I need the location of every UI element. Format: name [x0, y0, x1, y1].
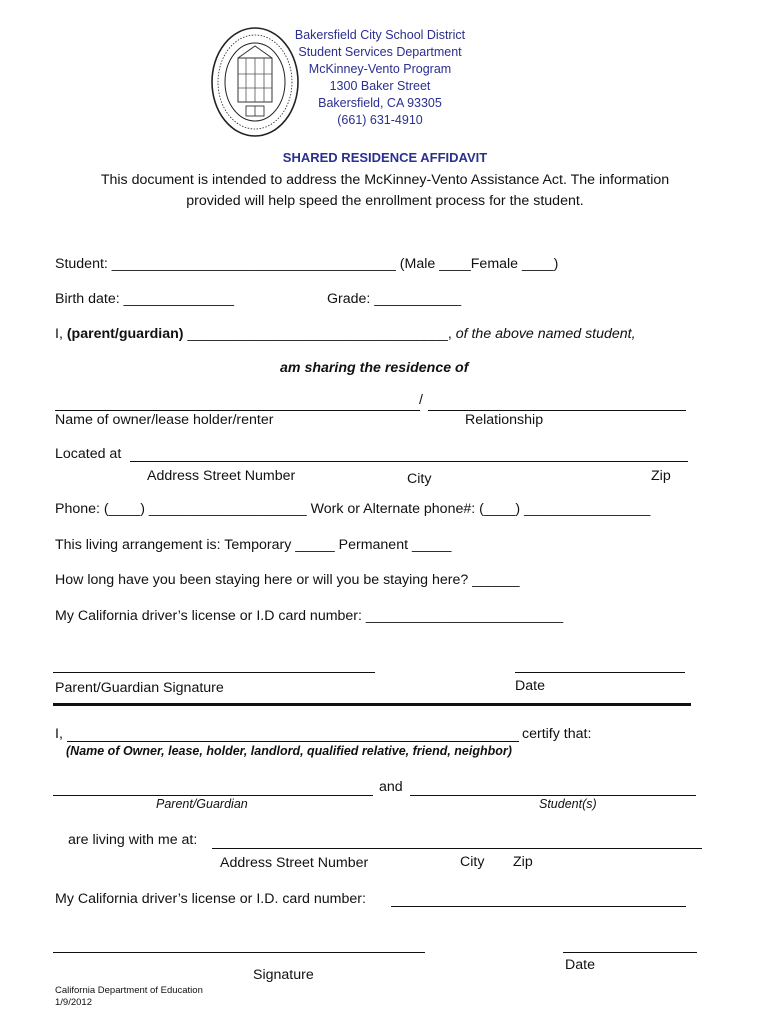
parent-signature-line[interactable] [53, 672, 375, 673]
owner-name-line[interactable] [55, 410, 420, 411]
parent-guardian-name-line[interactable] [53, 795, 373, 796]
parent-suffix: of the above named student, [455, 326, 636, 342]
parent-guardian-field[interactable] [55, 326, 636, 342]
phone-field[interactable]: Phone: (____) ____________________ Work or Alternate phone#: (____) ________________ [55, 501, 651, 517]
student-field[interactable]: Student: ____________________________________ (Male ____Female ____) [55, 256, 559, 272]
program-name: McKinney-Vento Program [308, 62, 452, 76]
parent-date-label: Date [515, 678, 545, 694]
parent-prefix: I, [55, 326, 67, 342]
section-divider [53, 703, 691, 706]
birth-date-field[interactable]: Birth date: ______________ [55, 291, 235, 307]
street-address: 1300 Baker Street [329, 79, 431, 93]
owner-address-zip-label: Zip [513, 854, 533, 870]
located-at-label: Located at [55, 446, 122, 462]
and-label: and [379, 779, 403, 795]
certify-label: certify that: [522, 726, 592, 742]
grade-field[interactable]: Grade: ___________ [327, 291, 462, 307]
owner-label: Name of owner/lease holder/renter [55, 412, 274, 428]
intro-line-2: provided will help speed the enrollment process for the student. [186, 193, 584, 209]
phone-number: (661) 631-4910 [337, 113, 423, 127]
relationship-label: Relationship [465, 412, 544, 428]
parent-name-line: _________________________________, [183, 326, 456, 342]
owner-date-label: Date [565, 957, 595, 973]
owner-address-street-label: Address Street Number [220, 855, 369, 871]
sharing-residence-label: am sharing the residence of [280, 360, 469, 376]
living-arrangement-field[interactable]: This living arrangement is: Temporary _____ Permanent _____ [55, 537, 452, 553]
footer-source: California Department of Education [55, 985, 203, 996]
located-at-line[interactable] [130, 461, 688, 462]
owner-type-note: (Name of Owner, lease, holder, landlord, qualified relative, friend, neighbor) [66, 744, 512, 758]
parent-guardian-label: (parent/guardian) [66, 326, 184, 342]
parent-signature-label: Parent/Guardian Signature [55, 680, 224, 696]
footer-date: 1/9/2012 [55, 997, 92, 1008]
owner-certify-name-line[interactable] [67, 741, 519, 742]
students-caption: Student(s) [539, 797, 597, 811]
stay-duration-field[interactable]: How long have you been staying here or will you be staying here? ______ [55, 572, 520, 588]
relationship-line[interactable] [428, 410, 686, 411]
owner-signature-label: Signature [253, 967, 314, 983]
intro-line-1: This document is intended to address the McKinney-Vento Assistance Act. The information [100, 172, 670, 188]
address-street-label: Address Street Number [147, 468, 296, 484]
owner-signature-line[interactable] [53, 952, 425, 953]
parent-guardian-caption: Parent/Guardian [156, 797, 248, 811]
page-title: SHARED RESIDENCE AFFIDAVIT [282, 150, 488, 165]
slash-separator: / [419, 392, 423, 408]
students-name-line[interactable] [410, 795, 696, 796]
owner-i-label: I, [55, 726, 63, 742]
owner-license-line[interactable] [391, 906, 686, 907]
address-city-label: City [407, 471, 432, 487]
living-address-line[interactable] [212, 848, 702, 849]
living-with-label: are living with me at: [68, 832, 198, 848]
address-zip-label: Zip [651, 468, 671, 484]
owner-address-city-label: City [460, 854, 485, 870]
license-field[interactable]: My California driver’s license or I.D card number: _________________________ [55, 608, 564, 624]
district-name: Bakersfield City School District [294, 28, 466, 42]
city-state-zip: Bakersfield, CA 93305 [318, 96, 442, 110]
parent-date-line[interactable] [515, 672, 685, 673]
owner-date-line[interactable] [563, 952, 697, 953]
owner-license-label: My California driver’s license or I.D. card number: [55, 891, 366, 907]
department-name: Student Services Department [298, 45, 462, 59]
